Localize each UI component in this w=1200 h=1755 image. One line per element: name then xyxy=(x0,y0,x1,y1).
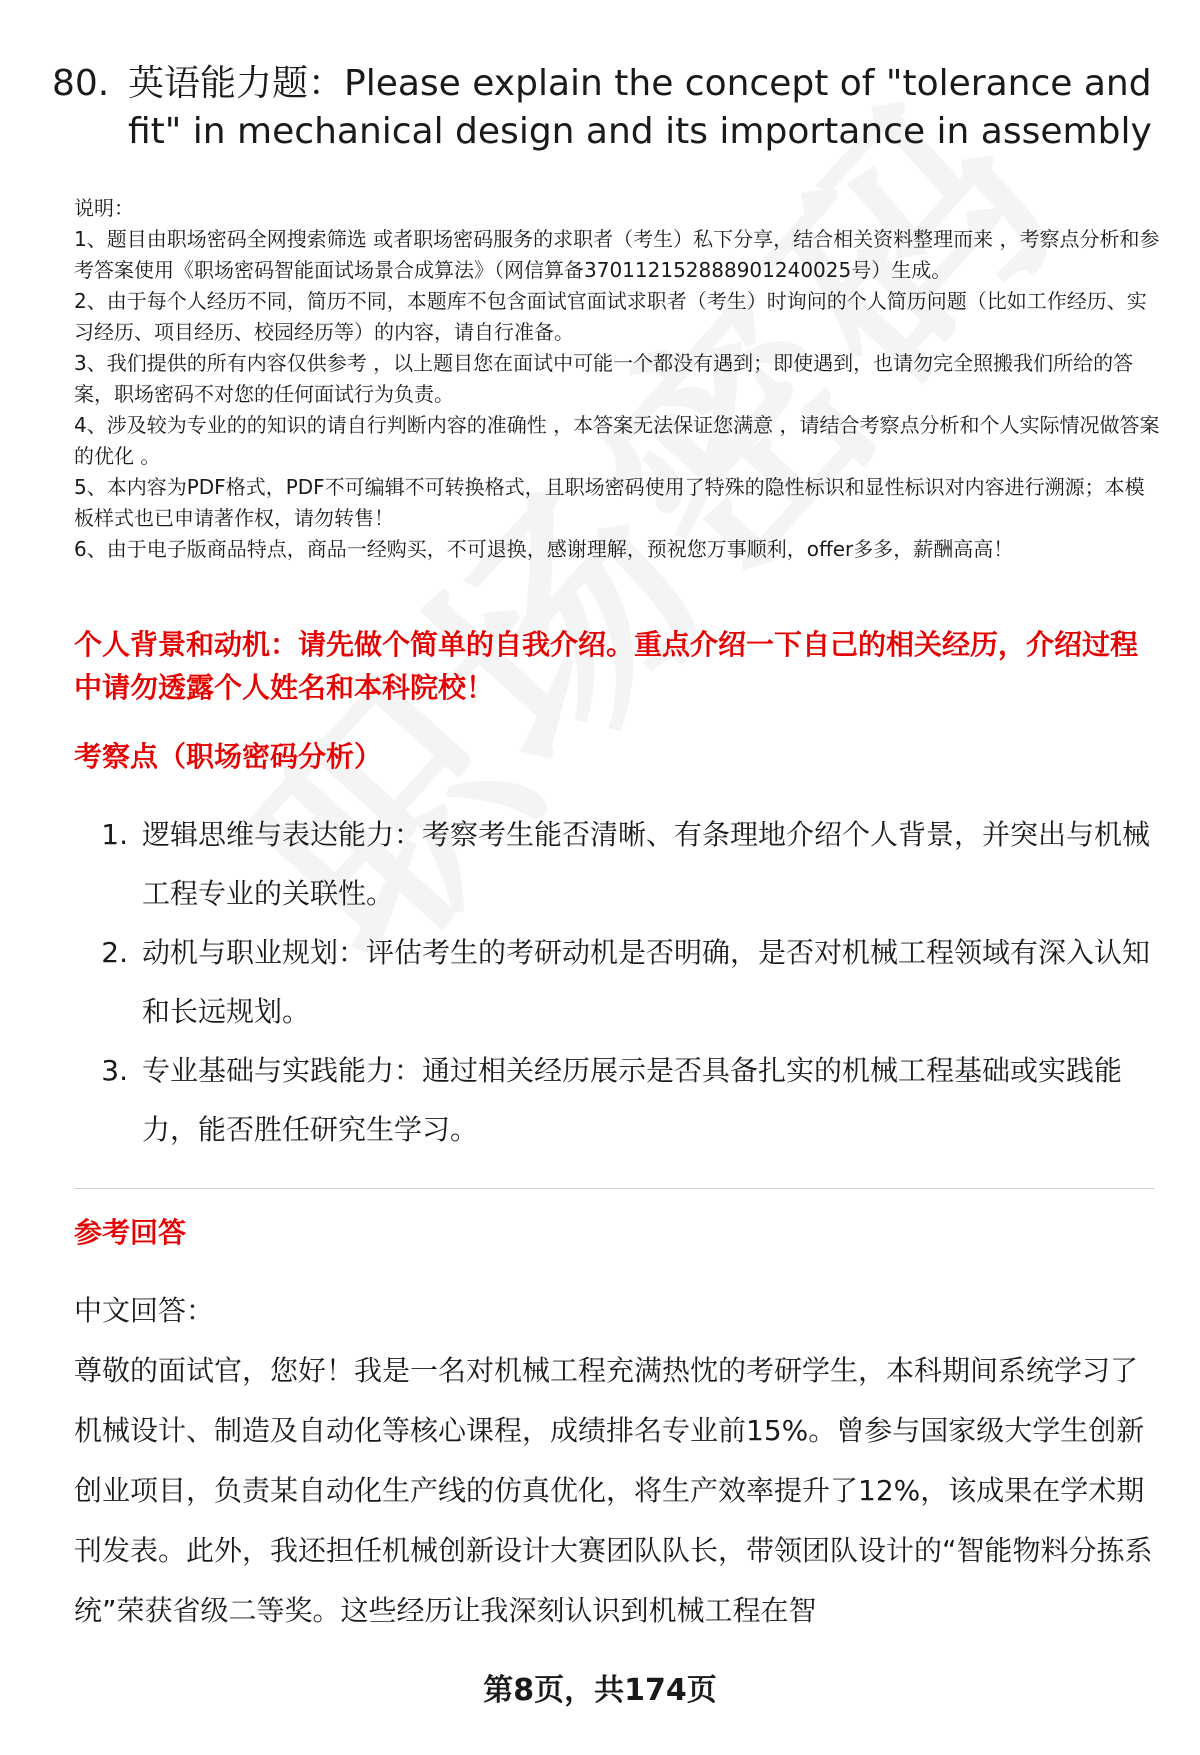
notes-item: 5、本内容为PDF格式，PDF不可编辑不可转换格式，且职场密码使用了特殊的隐性标识和显性标识对内容进行溯源；本模板样式也已申请著作权，请勿转售！ xyxy=(74,475,1145,530)
analysis-title: 考察点（职场密码分析） xyxy=(74,740,383,773)
question-number: 80. xyxy=(52,63,110,104)
point-text: 动机与职业规划：评估考生的考研动机是否明确，是否对机械工程领域有深入认知和长远规划。 xyxy=(142,936,1151,1028)
point-text: 逻辑思维与表达能力：考察考生能否清晰、有条理地介绍个人背景，并突出与机械工程专业的关联性。 xyxy=(142,818,1151,910)
notes-item: 4、涉及较为专业的的知识的请自行判断内容的准确性 ，本答案无法保证您满意 ，请结合考察点分析和个人实际情况做答案的优化 。 xyxy=(74,413,1160,468)
section-divider xyxy=(74,1188,1154,1189)
analysis-points xyxy=(74,805,1154,1159)
reference-answer xyxy=(74,1281,1154,1641)
question-heading xyxy=(52,60,1152,156)
notes-item: 6、由于电子版商品特点，商品一经购买，不可退换，感谢理解，预祝您万事顺利，offer多多，薪酬高高！ xyxy=(74,537,1014,561)
point-text: 专业基础与实践能力：通过相关经历展示是否具备扎实的机械工程基础或实践能力，能否胜任研究生学习。 xyxy=(142,1054,1123,1146)
page-footer: 第8页，共174页 xyxy=(483,1673,717,1708)
question-text: 英语能力题：Please explain the concept of "tolerance and fit" in mechanical design and its importance in assembly xyxy=(128,63,1152,152)
notes-heading: 说明： xyxy=(74,196,134,220)
interview-prompt: 个人背景和动机：请先做个简单的自我介绍。重点介绍一下自己的相关经历，介绍过程中请勿透露个人姓名和本科院校！ xyxy=(74,628,1139,704)
notes-item: 2、由于每个人经历不同，简历不同，本题库不包含面试官面试求职者（考生）时询问的个人简历问题（比如工作经历、实习经历、项目经历、校园经历等）的内容，请自行准备。 xyxy=(74,289,1147,344)
point-number: 3. xyxy=(101,1054,128,1087)
list-item xyxy=(74,1041,1154,1159)
disclaimer-notes xyxy=(74,193,1164,565)
answer-label: 中文回答： xyxy=(74,1294,215,1327)
answer-body: 尊敬的面试官，您好！我是一名对机械工程充满热忱的考研学生，本科期间系统学习了机械设计、制造及自动化等核心课程，成绩排名专业前15%。曾参与国家级大学生创新创业项目，负责某自动化生产线的仿真优化，将生产效率提升了12%，该成果在学术期刊发表。此外，我还担任机械创新设计大赛团队队长，带领团队设计的“智能物料分拣系统”荣获省级二等奖。这些经历让我深刻认识到机械工程在智 xyxy=(74,1354,1153,1627)
list-item xyxy=(74,805,1154,923)
reference-title: 参考回答 xyxy=(74,1216,187,1249)
list-item xyxy=(74,923,1154,1041)
point-number: 2. xyxy=(101,936,128,969)
notes-item: 1、题目由职场密码全网搜索筛选 或者职场密码服务的求职者（考生）私下分享，结合相关资料整理而来 ，考察点分析和参考答案使用《职场密码智能面试场景合成算法》（网信算备370112152888901240025号）生成。 xyxy=(74,227,1160,282)
point-number: 1. xyxy=(101,818,128,851)
notes-item: 3、我们提供的所有内容仅供参考 ，以上题目您在面试中可能一个都没有遇到；即使遇到，也请勿完全照搬我们所给的答案，职场密码不对您的任何面试行为负责。 xyxy=(74,351,1134,406)
